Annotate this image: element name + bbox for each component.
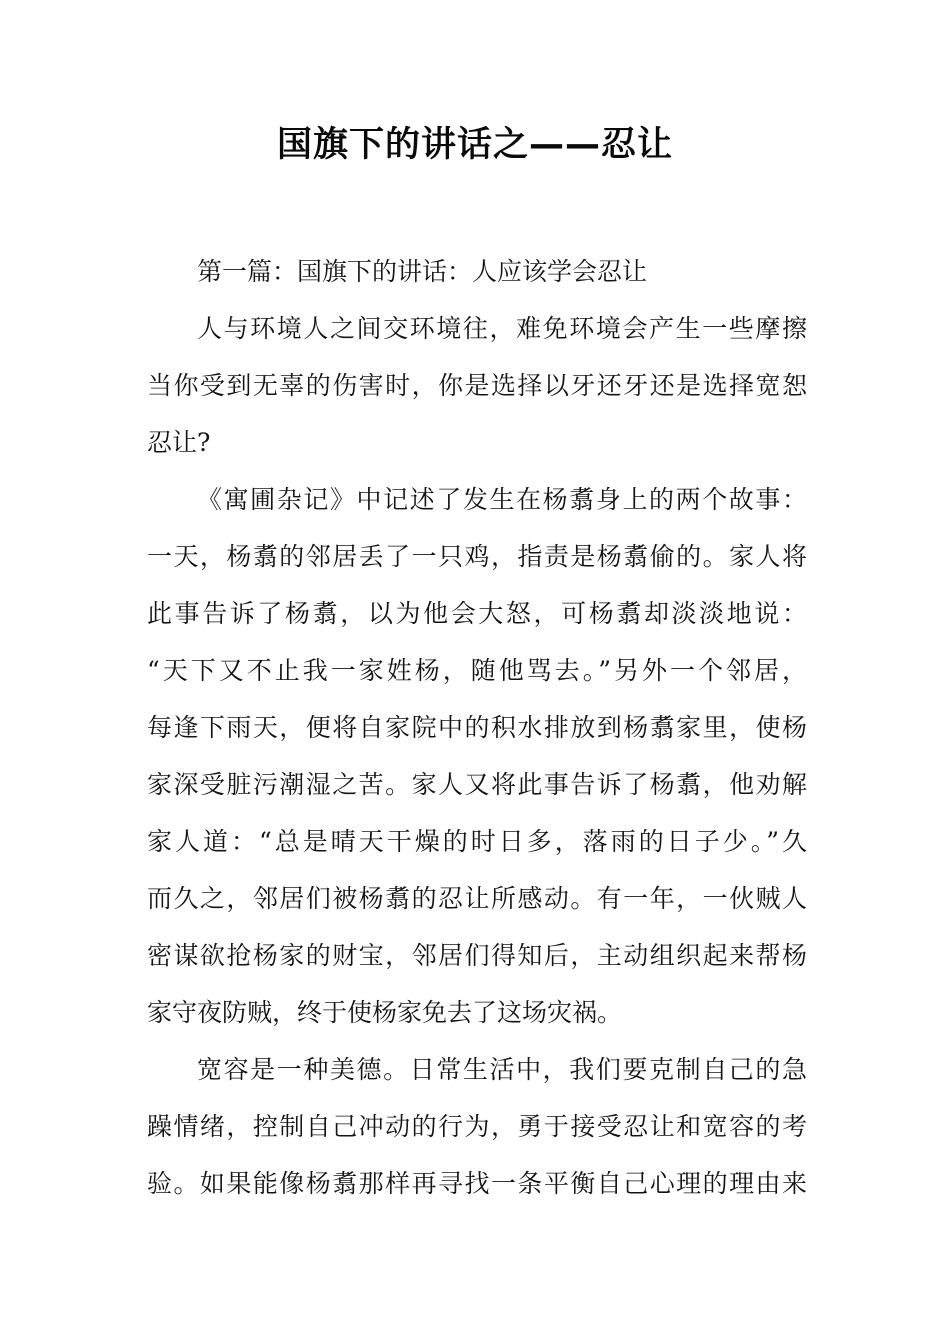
paragraph-line: 忍让? (147, 428, 211, 457)
paragraph-line: “天下又不止我一家姓杨，随他骂去。”另外一个邻居， (147, 656, 807, 685)
paragraph-line: 而久之，邻居们被杨翥的忍让所感动。有一年，一伙贼人 (147, 884, 807, 913)
paragraph-line: 验。如果能像杨翥那样再寻找一条平衡自己心理的理由来 (147, 1169, 807, 1198)
paragraph-line: 躁情绪，控制自己冲动的行为，勇于接受忍让和宽容的考 (147, 1112, 807, 1141)
paragraph-line: 《寓圃杂记》中记述了发生在杨翥身上的两个故事： (197, 485, 807, 514)
paragraph-line: 宽容是一种美德。日常生活中，我们要克制自己的急 (197, 1055, 807, 1084)
paragraph-2 (147, 471, 807, 1041)
paragraph-line: 家守夜防贼，终于使杨家免去了这场灾祸。 (147, 998, 623, 1027)
section-heading (147, 243, 807, 300)
paragraph-line: 一天，杨翥的邻居丢了一只鸡，指责是杨翥偷的。家人将 (147, 542, 807, 571)
paragraph-line: 当你受到无辜的伤害时，你是选择以牙还牙还是选择宽恕 (147, 371, 807, 400)
document-title: 国旗下的讲话之——忍让 (276, 125, 673, 165)
paragraph-line: 家人道：“总是晴天干燥的时日多，落雨的日子少。”久 (147, 827, 807, 856)
paragraph-1 (147, 300, 807, 471)
paragraph-3 (147, 1041, 807, 1212)
paragraph-line: 家深受脏污潮湿之苦。家人又将此事告诉了杨翥，他劝解 (147, 770, 807, 799)
paragraph-line: 密谋欲抢杨家的财宝，邻居们得知后，主动组织起来帮杨 (147, 941, 807, 970)
heading-line: 第一篇：国旗下的讲话：人应该学会忍让 (197, 257, 648, 286)
paragraph-line: 每逢下雨天，便将自家院中的积水排放到杨翥家里，使杨 (147, 713, 807, 742)
document-body (147, 243, 807, 1212)
paragraph-line: 人与环境人之间交环境往，难免环境会产生一些摩擦 (197, 314, 807, 343)
paragraph-line: 此事告诉了杨翥，以为他会大怒，可杨翥却淡淡地说： (147, 599, 807, 628)
